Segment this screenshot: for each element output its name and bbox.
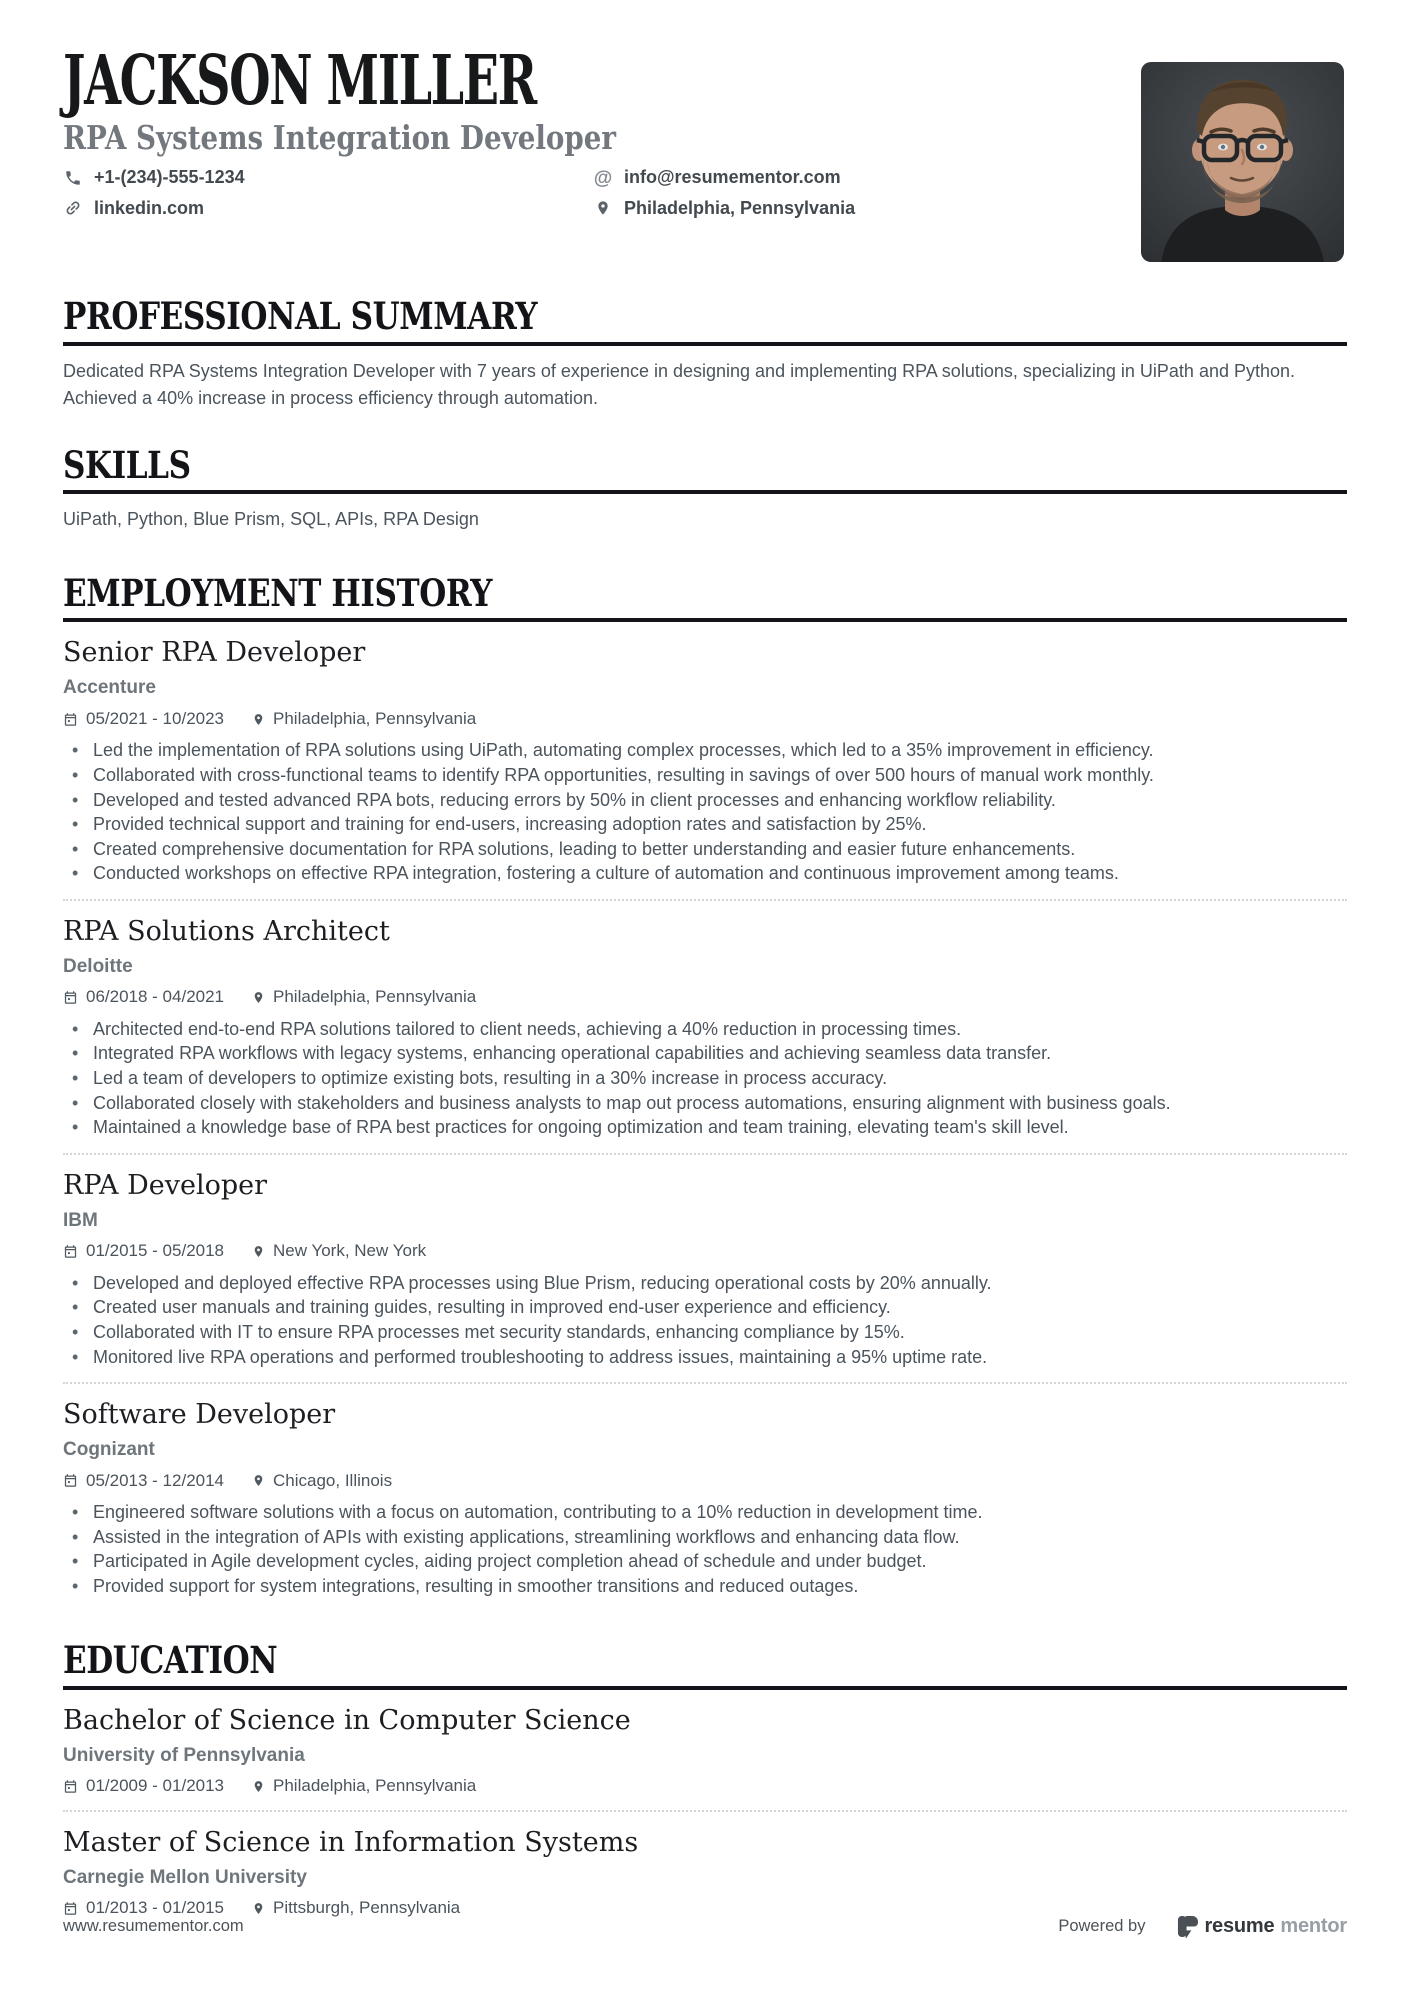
contact-location-value: Philadelphia, Pennsylvania bbox=[624, 197, 856, 218]
calendar-icon bbox=[63, 1779, 78, 1794]
section-employment-history bbox=[63, 570, 1347, 1598]
job-title: RPA Solutions Architect bbox=[63, 915, 390, 947]
bullet-item: • Provided technical support and training for end-users, increasing adoption rates and satisfaction by 25%. bbox=[63, 812, 1347, 837]
entry-divider bbox=[63, 1810, 1347, 1812]
logo-text-bold: resume bbox=[1204, 1915, 1275, 1937]
job-company: Deloitte bbox=[63, 955, 133, 977]
job-bullets bbox=[63, 738, 1347, 886]
job-dates: 01/2015 - 05/2018 bbox=[63, 1241, 224, 1261]
bullet-item: • Provided support for system integrations, resulting in smoother transitions and reduced outages. bbox=[63, 1574, 1347, 1599]
job-bullets bbox=[63, 1017, 1347, 1140]
section-skills bbox=[63, 442, 1347, 533]
job-entry bbox=[63, 915, 1347, 1140]
job-meta bbox=[63, 1241, 1347, 1261]
pin-icon bbox=[252, 1779, 265, 1794]
summary-heading: PROFESSIONAL SUMMARY bbox=[63, 296, 1347, 345]
bullet-item: • Architected end-to-end RPA solutions tailored to client needs, achieving a 40% reduction in processing times. bbox=[63, 1017, 1347, 1042]
degree-title: Bachelor of Science in Computer Science bbox=[63, 1704, 631, 1736]
summary-text: Dedicated RPA Systems Integration Developer with 7 years of experience in designing and implementing RPA solutions, specializing in UiPath and Python. Achieved a 40% increase in process efficiency through automation. bbox=[63, 360, 1296, 408]
bullet-item: • Participated in Agile development cycles, aiding project completion ahead of schedule and under budget. bbox=[63, 1549, 1347, 1574]
entry-divider bbox=[63, 1153, 1347, 1155]
bullet-item: • Created user manuals and training guides, resulting in improved end-user experience and efficiency. bbox=[63, 1295, 1347, 1320]
bullet-item: • Assisted in the integration of APIs with existing applications, streamlining workflows and enhancing data flow. bbox=[63, 1525, 1347, 1550]
bullet-item: • Collaborated with IT to ensure RPA processes met security standards, enhancing compliance by 15%. bbox=[63, 1320, 1347, 1345]
footer-website-link[interactable]: www.resumementor.com bbox=[63, 1917, 244, 1935]
job-bullets bbox=[63, 1500, 1347, 1598]
job-entry bbox=[63, 1398, 1347, 1598]
pin-icon bbox=[252, 712, 265, 727]
bullet-item: • Maintained a knowledge base of RPA best practices for ongoing optimization and team training, elevating team's skill level. bbox=[63, 1115, 1347, 1140]
degree-location: Pittsburgh, Pennsylvania bbox=[252, 1898, 460, 1918]
degree-location: Philadelphia, Pennsylvania bbox=[252, 1776, 476, 1796]
job-location: Philadelphia, Pennsylvania bbox=[252, 709, 476, 729]
entry-divider bbox=[63, 899, 1347, 901]
job-company: Accenture bbox=[63, 677, 156, 699]
section-education bbox=[63, 1640, 1347, 1918]
contact-phone-value: +1-(234)-555-1234 bbox=[94, 167, 245, 188]
job-location: Philadelphia, Pennsylvania bbox=[252, 987, 476, 1007]
education-heading: EDUCATION bbox=[63, 1640, 1347, 1689]
job-title: RPA Developer bbox=[63, 1169, 268, 1201]
degree-school: University of Pennsylvania bbox=[63, 1744, 305, 1766]
education-entry bbox=[63, 1826, 1347, 1919]
job-dates: 05/2013 - 12/2014 bbox=[63, 1471, 224, 1491]
link-icon bbox=[60, 195, 87, 222]
job-dates: 05/2021 - 10/2023 bbox=[63, 709, 224, 729]
calendar-icon bbox=[63, 1244, 78, 1259]
employment-heading: EMPLOYMENT HISTORY bbox=[63, 573, 1347, 622]
job-dates: 06/2018 - 04/2021 bbox=[63, 987, 224, 1007]
contact-linkedin[interactable] bbox=[63, 197, 593, 220]
job-company: Cognizant bbox=[63, 1438, 155, 1460]
bullet-item: • Led a team of developers to optimize existing bots, resulting in a 30% increase in process accuracy. bbox=[63, 1066, 1347, 1091]
degree-meta bbox=[63, 1776, 1347, 1796]
pin-icon bbox=[252, 1473, 265, 1488]
page-footer bbox=[63, 1915, 1347, 1938]
contact-email-value[interactable]: info@resumementor.com bbox=[624, 167, 841, 188]
degree-dates: 01/2013 - 01/2015 bbox=[63, 1898, 224, 1918]
at-icon: @ bbox=[593, 167, 613, 189]
degree-dates: 01/2009 - 01/2013 bbox=[63, 1776, 224, 1796]
job-location: New York, New York bbox=[252, 1241, 426, 1261]
job-entry bbox=[63, 1169, 1347, 1369]
entry-divider bbox=[63, 1382, 1347, 1384]
pin-icon bbox=[252, 990, 265, 1005]
bullet-item: • Monitored live RPA operations and performed troubleshooting to address issues, maintaining a 95% uptime rate. bbox=[63, 1345, 1347, 1370]
job-meta bbox=[63, 709, 1347, 729]
bullet-item: • Collaborated with cross-functional teams to identify RPA opportunities, resulting in savings of over 500 hours of manual work monthly. bbox=[63, 763, 1347, 788]
job-meta bbox=[63, 1471, 1347, 1491]
job-company: IBM bbox=[63, 1209, 98, 1231]
degree-title: Master of Science in Information Systems bbox=[63, 1826, 639, 1858]
resume-header bbox=[63, 41, 1347, 220]
contact-phone bbox=[63, 166, 593, 189]
bullet-item: • Created comprehensive documentation for RPA solutions, leading to better understanding and easier future enhancements. bbox=[63, 837, 1347, 862]
bullet-item: • Integrated RPA workflows with legacy systems, enhancing operational capabilities and achieving seamless data transfer. bbox=[63, 1041, 1347, 1066]
pin-icon bbox=[252, 1244, 265, 1259]
section-professional-summary bbox=[63, 296, 1347, 411]
job-entry bbox=[63, 636, 1347, 886]
resumementor-logo-icon bbox=[1177, 1915, 1198, 1938]
profile-photo bbox=[1141, 62, 1344, 262]
job-meta bbox=[63, 987, 1347, 1007]
skills-text: UiPath, Python, Blue Prism, SQL, APIs, RPA Design bbox=[63, 508, 479, 529]
pin-icon bbox=[252, 1901, 265, 1916]
education-entry bbox=[63, 1704, 1347, 1797]
bullet-item: • Led the implementation of RPA solutions using UiPath, automating complex processes, which led to a 35% improvement in efficiency. bbox=[63, 738, 1347, 763]
phone-icon bbox=[63, 169, 83, 187]
person-job-title: RPA Systems Integration Developer bbox=[63, 117, 616, 157]
job-title: Software Developer bbox=[63, 1399, 336, 1431]
bullet-item: • Conducted workshops on effective RPA integration, fostering a culture of automation and continuous improvement among teams. bbox=[63, 861, 1347, 886]
job-location: Chicago, Illinois bbox=[252, 1471, 392, 1491]
pin-icon bbox=[593, 199, 613, 217]
bullet-item: • Collaborated closely with stakeholders and business analysts to map out process automations, ensuring alignment with business goals. bbox=[63, 1091, 1308, 1116]
skills-heading: SKILLS bbox=[63, 445, 1347, 494]
job-title: Senior RPA Developer bbox=[63, 637, 366, 669]
person-name: JACKSON MILLER bbox=[63, 41, 536, 121]
bullet-item: • Developed and tested advanced RPA bots, reducing errors by 50% in client processes and enhancing workflow reliability. bbox=[63, 788, 1347, 813]
calendar-icon bbox=[63, 990, 78, 1005]
logo-text-light: mentor bbox=[1280, 1915, 1347, 1937]
bullet-item: • Engineered software solutions with a focus on automation, contributing to a 10% reduction in development time. bbox=[63, 1500, 1347, 1525]
calendar-icon bbox=[63, 712, 78, 727]
calendar-icon bbox=[63, 1473, 78, 1488]
resumementor-logo[interactable] bbox=[1177, 1915, 1347, 1938]
powered-by-label: Powered by bbox=[1058, 1917, 1146, 1935]
bullet-item: • Developed and deployed effective RPA processes using Blue Prism, reducing operational costs by 20% annually. bbox=[63, 1271, 1347, 1296]
degree-school: Carnegie Mellon University bbox=[63, 1866, 307, 1888]
contact-linkedin-value[interactable]: linkedin.com bbox=[94, 197, 205, 218]
powered-by bbox=[1058, 1915, 1347, 1938]
job-bullets bbox=[63, 1271, 1347, 1369]
calendar-icon bbox=[63, 1901, 78, 1916]
